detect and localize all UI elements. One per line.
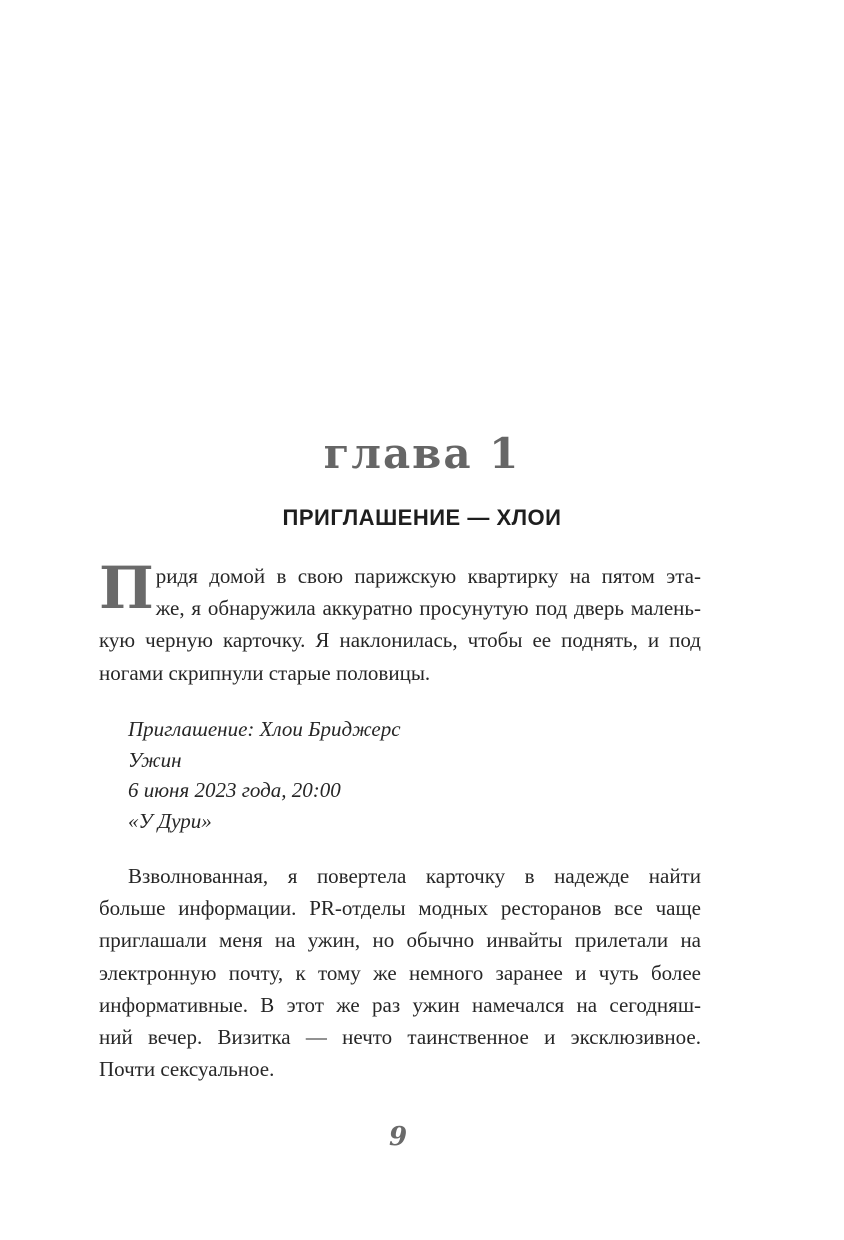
invitation-card-text bbox=[128, 714, 401, 836]
text-line: кую черную карточку. Я наклонилась, чтобы ее поднять, и под bbox=[99, 628, 701, 653]
text-line: приглашали меня на ужин, но обычно инвайты прилетали на bbox=[99, 928, 701, 953]
text-line: информативные. В этот же раз ужин намечался на сегодняш- bbox=[99, 992, 701, 1017]
text-line: ридя домой в свою парижскую квартирку на пятом эта- bbox=[155, 564, 701, 588]
text-line: Взволнованная, я повертела карточку в надежде найти bbox=[128, 864, 701, 888]
paragraph-1 bbox=[99, 554, 701, 689]
text-line: больше информации. PR-отделы модных ресторанов все чаще bbox=[99, 896, 701, 921]
invitation-line: Приглашение: Хлои Бриджерс bbox=[128, 717, 401, 741]
chapter-title: ПРИГЛАШЕНИЕ — ХЛОИ bbox=[282, 505, 562, 530]
drop-cap: П bbox=[99, 554, 154, 622]
chapter-heading: глава 1 bbox=[323, 429, 521, 478]
paragraph-2 bbox=[99, 860, 701, 1085]
invitation-line: Ужин bbox=[128, 747, 182, 772]
page-number: 9 bbox=[388, 1122, 408, 1152]
invitation-line: «У Дури» bbox=[128, 808, 212, 833]
text-line: электронную почту, к тому же немного заранее и чуть более bbox=[99, 960, 701, 985]
text-line: ногами скрипнули старые половицы. bbox=[99, 660, 431, 685]
text-line: ний вечер. Визитка — нечто таинственное и эксклюзивное. bbox=[99, 1025, 701, 1050]
text-line: Почти сексуальное. bbox=[99, 1057, 275, 1082]
text-line: же, я обнаружила аккуратно просунутую под дверь малень- bbox=[155, 596, 701, 621]
invitation-line: 6 июня 2023 года, 20:00 bbox=[128, 778, 341, 802]
